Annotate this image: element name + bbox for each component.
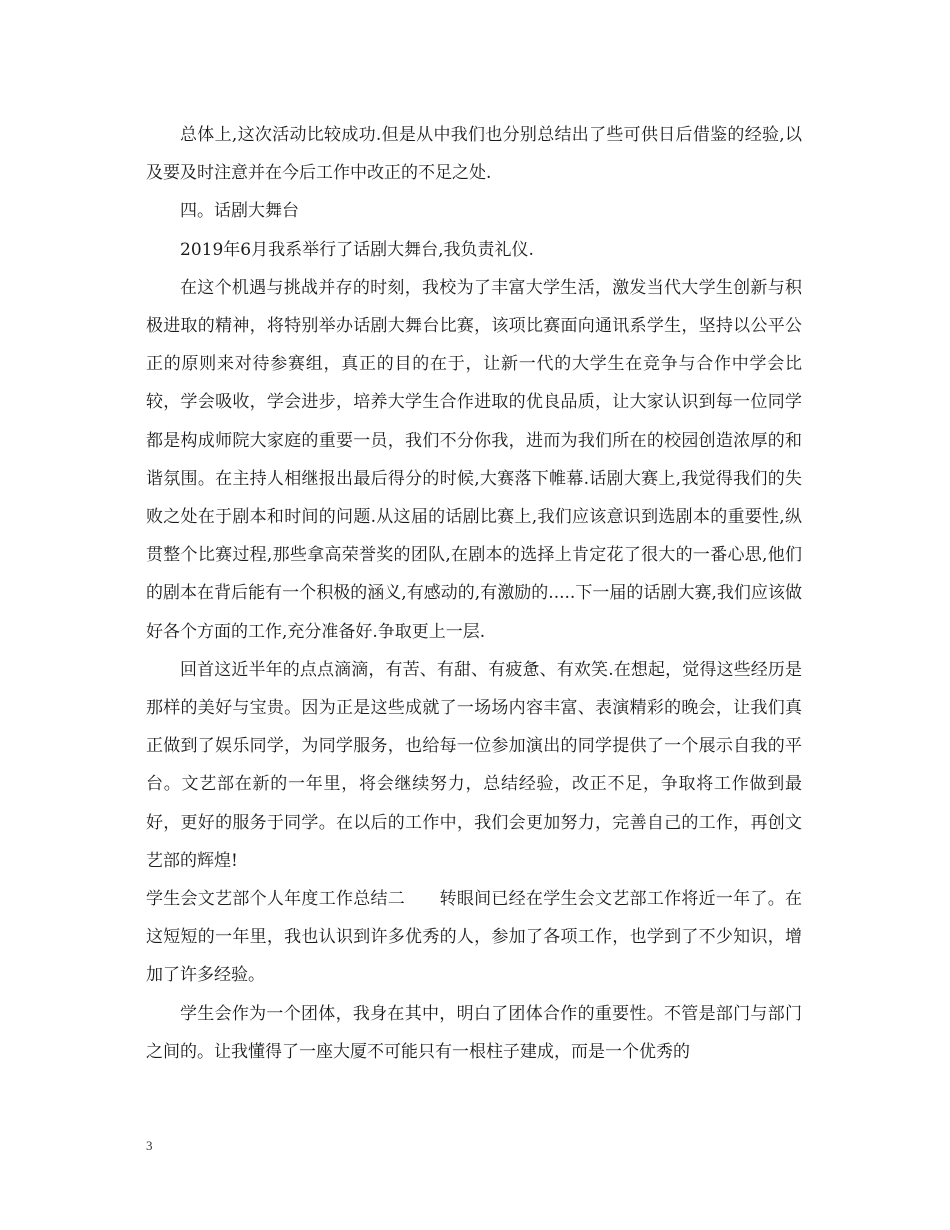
- paragraph-summary-two: 学生会文艺部个人年度工作总结二 转眼间已经在学生会文艺部工作将近一年了。在这短短的一年里，我也认识到许多优秀的人，参加了各项工作，也学到了不少知识，增加了许多经验。: [146, 889, 802, 986]
- paragraph-summary: 总体上,这次活动比较成功.但是从中我们也分别总结出了些可供日后借鉴的经验,以及要及时注意并在今后工作中改正的不足之处.: [146, 125, 802, 184]
- paragraph-reflection: 回首这近半年的点点滴滴，有苦、有甜、有疲惫、有欢笑.在想起，觉得这些经历是那样的美好与宝贵。因为正是这些成就了一场场内容丰富、表演精彩的晚会，让我们真正做到了娱乐同学，为同学服务，也给每一位参加演出的同学提供了一个展示自我的平台。文艺部在新的一年里，将会继续努力，总结经验，改正不足，争取将工作做到最好，更好的服务于同学。在以后的工作中，我们会更加努力，完善自己的工作，再创文艺部的辉煌!: [146, 659, 802, 871]
- page-number: 3: [146, 1138, 153, 1153]
- paragraph-event-date: 2019年6月我系举行了话剧大舞台,我负责礼仪.: [180, 239, 534, 260]
- paragraph-teamwork: 学生会作为一个团体，我身在其中，明白了团体合作的重要性。不管是部门与部门之间的。让我懂得了一座大厦不可能只有一根柱子建成，而是一个优秀的: [146, 1003, 802, 1062]
- paragraph-drama-contest: 在这个机遇与挑战并存的时刻，我校为了丰富大学生活，激发当代大学生创新与积极进取的精神，将特别举办话剧大舞台比赛，该项比赛面向通讯系学生，坚持以公平公正的原则来对待参赛组，真正的目的在于，让新一代的大学生在竞争与合作中学会比较，学会吸收，学会进步，培养大学生合作进取的优良品质，让大家认识到每一位同学都是构成师院大家庭的重要一员，我们不分你我，进而为我们所在的校园创造浓厚的和谐氛围。在主持人相继报出最后得分的时候,大赛落下帷幕.话剧大赛上,我觉得我们的失败之处在于剧本和时间的问题.从这届的话剧比赛上,我们应该意识到选剧本的重要性,纵贯整个比赛过程,那些拿高荣誉奖的团队,在剧本的选择上肯定花了很大的一番心思,他们的剧本在背后能有一个积极的涵义,有感动的,有激励的.....下一届的话剧大赛,我们应该做好各个方面的工作,充分准备好.争取更上一层.: [146, 277, 802, 642]
- section-heading-drama-stage: 四。话剧大舞台: [180, 201, 299, 222]
- document-body: [146, 116, 802, 1071]
